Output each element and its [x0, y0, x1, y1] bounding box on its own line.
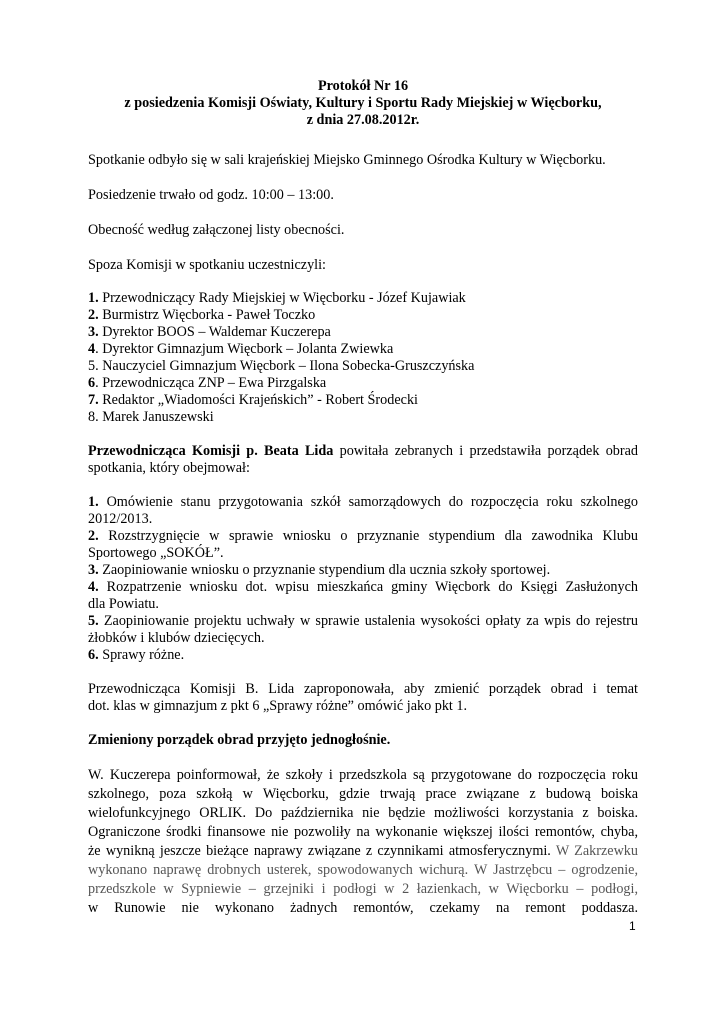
agenda-item: 3. Zaopiniowanie wniosku o przyznanie stypendium dla ucznia szkoły sportowej. [88, 562, 551, 578]
participant-text: . Dyrektor Gimnazjum Więcbork – Jolanta Zwiewka [95, 341, 394, 357]
participant-text: Redaktor „Wiadomości Krajeńskich” - Robert Środecki [98, 392, 418, 408]
agenda-item-cont: Sportowego „SOKÓŁ”. [88, 545, 224, 561]
agenda-item: 6. Sprawy różne. [88, 647, 185, 663]
participant-text: . Przewodnicząca ZNP – Ewa Pirzgalska [95, 375, 327, 391]
document-date: z dnia 27.08.2012r. [306, 112, 420, 128]
page-number: 1 [629, 919, 636, 933]
report-line: Ograniczone środki finansowe nie pozwoliły na wykonanie większej ilości remontów, chyba, [88, 824, 638, 840]
participant-item [88, 290, 466, 307]
participant-number: 1. [88, 290, 99, 306]
report-line: szkolnego, poza szkołą w Więcborku, gdzie trwają prace związane z budową boiska [88, 786, 638, 802]
participant-item [88, 324, 331, 341]
agenda-item: 2. Rozstrzygnięcie w sprawie wniosku o przyznanie stypendium dla zawodnika Klubu [88, 528, 638, 544]
agenda-item-cont: dla Powiatu. [88, 596, 159, 612]
agenda-item: 5. Zaopiniowanie projektu uchwały w sprawie ustalenia wysokości opłaty za wpis do rejestru [88, 613, 638, 629]
participant-item [88, 341, 393, 358]
participant-item [88, 358, 474, 375]
participant-number: 7. [88, 392, 99, 408]
participant-number: 2. [88, 307, 99, 323]
proposal-line2: dot. klas w gimnazjum z pkt 6 „Sprawy różne” omówić jako pkt 1. [88, 698, 468, 714]
document-subtitle: z posiedzenia Komisji Oświaty, Kultury i Sportu Rady Miejskiej w Więcborku, [124, 95, 602, 111]
agenda-accepted: Zmieniony porządek obrad przyjęto jednogłośnie. [88, 732, 391, 748]
report-line: W. Kuczerepa poinformował, że szkoły i przedszkola są przygotowane do rozpoczęcia roku [88, 767, 638, 783]
agenda-intro-line2: spotkania, który obejmował: [88, 460, 250, 476]
attendance-note: Obecność według załączonej listy obecności. [88, 222, 345, 238]
proposal-line1: Przewodnicząca Komisji B. Lida zaproponowała, aby zmienić porządek obrad i temat [88, 681, 638, 697]
meeting-duration: Posiedzenie trwało od godz. 10:00 – 13:00. [88, 187, 334, 203]
participant-text: Nauczyciel Gimnazjum Więcbork – Ilona Sobecka-Gruszczyńska [98, 358, 475, 374]
participant-number: 6 [88, 375, 96, 391]
report-line: że wynikną jeszcze bieżące naprawy związane z czynnikami atmosferycznymi. W Zakrzewku [88, 843, 638, 859]
participant-number: 8. [88, 409, 99, 425]
participant-item [88, 375, 326, 392]
report-line: wykonano naprawę drobnych usterek, spowodowanych wichurą. W Jastrzębcu – ogrodzenie, [88, 862, 638, 878]
chairwoman-name: Przewodnicząca Komisji p. Beata Lida [88, 443, 334, 459]
participant-text: Przewodniczący Rady Miejskiej w Więcborku - Józef Kujawiak [98, 290, 466, 306]
agenda-item: 4. Rozpatrzenie wniosku dot. wpisu mieszkańca gminy Więcbork do Księgi Zasłużonych [88, 579, 638, 595]
report-line: przedszkole w Sypniewie – grzejniki i podłogi w 2 łazienkach, w Więcborku – podłogi, [88, 881, 638, 897]
agenda-intro-line1: Przewodnicząca Komisji p. Beata Lida powitała zebranych i przedstawiła porządek obrad [88, 443, 638, 459]
document-title: Protokół Nr 16 [317, 78, 409, 94]
participant-text: Burmistrz Więcborka - Paweł Toczko [98, 307, 316, 323]
participant-item [88, 409, 214, 426]
report-line: w Runowie nie wykonano żadnych remontów, czekamy na remont poddasza. [88, 900, 638, 916]
agenda-item-cont: żłobków i klubów dziecięcych. [88, 630, 265, 646]
participant-item [88, 307, 315, 324]
agenda-item: 1. Omówienie stanu przygotowania szkół samorządowych do rozpoczęcia roku szkolnego [88, 494, 638, 510]
participants-intro: Spoza Komisji w spotkaniu uczestniczyli: [88, 257, 326, 273]
meeting-location: Spotkanie odbyło się w sali krajeńskiej Miejsko Gminnego Ośrodka Kultury w Więcborku. [88, 152, 606, 168]
participant-text: Marek Januszewski [98, 409, 214, 425]
report-line: wielofunkcyjnego ORLIK. Do października nie będzie możliwości korzystania z boiska. [88, 805, 638, 821]
participant-number: 5. [88, 358, 99, 374]
participant-text: Dyrektor BOOS – Waldemar Kuczerepa [98, 324, 331, 340]
participant-number: 4 [88, 341, 96, 357]
agenda-item-cont: 2012/2013. [88, 511, 153, 527]
participant-item [88, 392, 418, 409]
participant-number: 3. [88, 324, 99, 340]
